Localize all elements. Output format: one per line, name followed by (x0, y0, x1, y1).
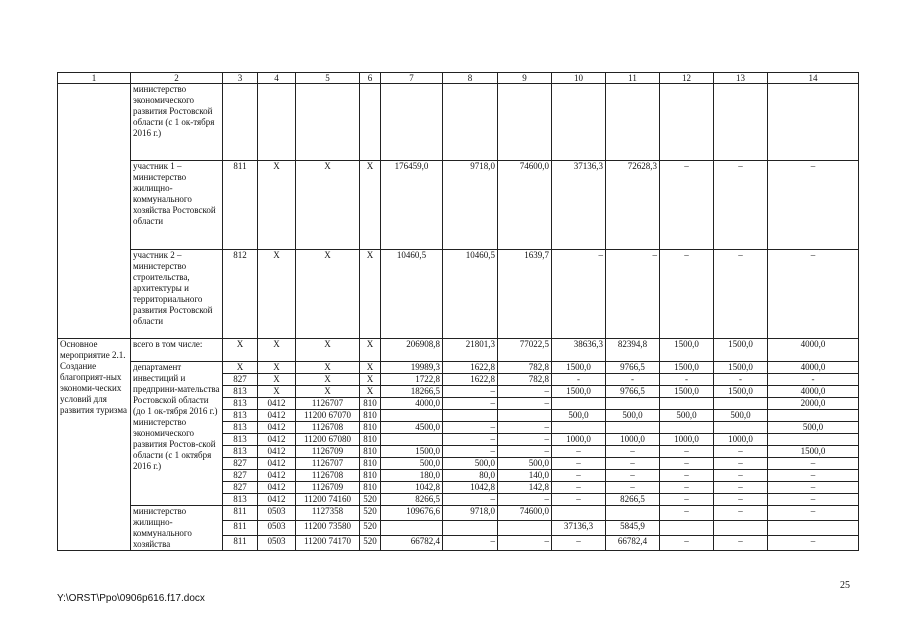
table-cell: Х (223, 339, 258, 362)
header-cell: 1 (58, 73, 131, 84)
table-cell: 206908,8 (381, 339, 443, 362)
header-cell: 2 (131, 73, 223, 84)
table-cell: – (552, 494, 606, 506)
table-cell: Х (296, 339, 360, 362)
empty-cell (714, 84, 768, 161)
table-row (58, 250, 859, 339)
table-row (58, 339, 859, 362)
table-cell: 77022,5 (498, 339, 552, 362)
table-cell: 827 (223, 374, 258, 386)
table-cell: 811 (223, 161, 258, 250)
table-cell: 0412 (258, 494, 296, 506)
table-cell: – (498, 422, 552, 434)
table-cell (714, 398, 768, 410)
table-cell: – (660, 494, 714, 506)
table-cell: – (660, 161, 714, 250)
table-cell: – (768, 470, 859, 482)
table-cell: 18266,5 (381, 386, 443, 398)
table-cell: Х (296, 362, 360, 374)
table-cell: 0412 (258, 482, 296, 494)
table-cell: 500,0 (768, 422, 859, 434)
table-cell: 1126709 (296, 446, 360, 458)
table-cell: – (443, 536, 498, 551)
table-cell: 74600,0 (498, 161, 552, 250)
table-cell: – (768, 536, 859, 551)
table-cell: 1127358 (296, 506, 360, 521)
table-cell: 810 (360, 470, 381, 482)
header-cell: 13 (714, 73, 768, 84)
table-cell: 810 (360, 422, 381, 434)
table-row (58, 84, 859, 161)
table-cell: – (768, 482, 859, 494)
table-cell: – (443, 494, 498, 506)
header-cell: 14 (768, 73, 859, 84)
table-cell: - (660, 374, 714, 386)
table-row (58, 506, 859, 521)
page-number: 25 (840, 580, 850, 591)
table-cell: – (443, 434, 498, 446)
table-cell: 1722,8 (381, 374, 443, 386)
table-cell: 1042,8 (381, 482, 443, 494)
table-cell: министерство экономического развития Ростовской области (с 1 ок-тября 2016 г.) (131, 84, 223, 161)
table-cell (660, 521, 714, 536)
table-cell: – (768, 506, 859, 521)
empty-cell (606, 84, 660, 161)
table-cell: 520 (360, 521, 381, 536)
empty-cell (381, 84, 443, 161)
empty-cell (552, 84, 606, 161)
table-cell: – (714, 458, 768, 470)
table-cell: – (714, 470, 768, 482)
table-cell: 72628,3 (606, 161, 660, 250)
empty-cell (58, 84, 131, 339)
header-cell: 10 (552, 73, 606, 84)
table-cell (606, 506, 660, 521)
header-cell: 5 (296, 73, 360, 84)
table-cell: – (660, 470, 714, 482)
table-cell: 9766,5 (606, 386, 660, 398)
table-cell: – (552, 470, 606, 482)
table-cell: 811 (223, 506, 258, 521)
table-cell: 4000,0 (768, 339, 859, 362)
table-cell: 827 (223, 470, 258, 482)
table-cell: 812 (223, 250, 258, 339)
table-cell (498, 410, 552, 422)
table-cell: 810 (360, 458, 381, 470)
table-cell: 520 (360, 494, 381, 506)
table-cell: Х (296, 250, 360, 339)
empty-cell (443, 84, 498, 161)
table-cell (768, 434, 859, 446)
table-cell: 1500,0 (714, 386, 768, 398)
header-cell: 9 (498, 73, 552, 84)
empty-cell (258, 84, 296, 161)
executor-name: министерство жилищно-коммунального хозяйства (131, 506, 223, 551)
table-cell: 66782,4 (381, 536, 443, 551)
table-cell: – (498, 446, 552, 458)
table-cell: 827 (223, 458, 258, 470)
table-cell: 811 (223, 536, 258, 551)
table-cell: 810 (360, 398, 381, 410)
table-cell: 1126709 (296, 482, 360, 494)
table-cell: 500,0 (381, 458, 443, 470)
table-cell: 4000,0 (381, 398, 443, 410)
header-cell: 7 (381, 73, 443, 84)
table-cell: 2000,0 (768, 398, 859, 410)
table-cell: 1500,0 (768, 446, 859, 458)
table-cell: – (498, 434, 552, 446)
table-cell: 180,0 (381, 470, 443, 482)
table-cell: 1639,7 (498, 250, 552, 339)
table-cell: 5845,9 (606, 521, 660, 536)
table-cell (606, 422, 660, 434)
table-cell: – (606, 482, 660, 494)
table-cell: Х (360, 339, 381, 362)
table-cell: 4500,0 (381, 422, 443, 434)
table-cell: 109676,6 (381, 506, 443, 521)
table-cell: 813 (223, 434, 258, 446)
table-cell: Х (296, 161, 360, 250)
table-cell: Х (360, 161, 381, 250)
table-cell: 37136,3 (552, 161, 606, 250)
table-cell: 0503 (258, 536, 296, 551)
table-cell: 176459,0 (381, 161, 443, 250)
table-cell: 810 (360, 446, 381, 458)
table-cell: 813 (223, 494, 258, 506)
table-cell: 520 (360, 536, 381, 551)
table-cell (768, 521, 859, 536)
table-cell (606, 398, 660, 410)
table-cell: – (606, 470, 660, 482)
table-cell (768, 410, 859, 422)
table-cell: 66782,4 (606, 536, 660, 551)
table-cell: – (443, 446, 498, 458)
table-cell: 1500,0 (660, 339, 714, 362)
table-cell: 1500,0 (660, 386, 714, 398)
table-cell: Х (258, 161, 296, 250)
table-cell: 1126707 (296, 458, 360, 470)
table-cell: 1500,0 (714, 339, 768, 362)
table-cell: 500,0 (498, 458, 552, 470)
header-cell: 3 (223, 73, 258, 84)
table-cell: Х (258, 250, 296, 339)
table-cell (660, 398, 714, 410)
table-cell: 142,8 (498, 482, 552, 494)
table-cell: Х (258, 374, 296, 386)
table-cell (443, 410, 498, 422)
table-cell: - (552, 374, 606, 386)
table-cell: 10460,5 (443, 250, 498, 339)
table-cell: 0412 (258, 458, 296, 470)
table-cell: 80,0 (443, 470, 498, 482)
table-cell: - (606, 374, 660, 386)
table-cell (381, 521, 443, 536)
table-cell: – (714, 250, 768, 339)
table-cell: участник 1 – министерство жилищно-коммунального хозяйства Ростовской области (131, 161, 223, 250)
table-cell: 11200 73580 (296, 521, 360, 536)
table-cell (381, 410, 443, 422)
table-cell: 37136,3 (552, 521, 606, 536)
table-cell: 811 (223, 521, 258, 536)
table-cell: 0412 (258, 422, 296, 434)
table-cell: – (606, 458, 660, 470)
table-cell: – (552, 458, 606, 470)
table-cell: 1500,0 (660, 362, 714, 374)
table-cell: 19989,3 (381, 362, 443, 374)
table-cell: 810 (360, 482, 381, 494)
table-cell: 810 (360, 434, 381, 446)
table-cell: - (768, 374, 859, 386)
table-cell: 0412 (258, 434, 296, 446)
table-cell: 782,8 (498, 374, 552, 386)
table-cell (714, 521, 768, 536)
table-cell: 9718,0 (443, 161, 498, 250)
table-cell: 0412 (258, 470, 296, 482)
table-cell: – (498, 536, 552, 551)
table-cell (498, 521, 552, 536)
header-cell: 8 (443, 73, 498, 84)
table-cell: – (714, 446, 768, 458)
table-cell: 500,0 (714, 410, 768, 422)
table-cell: – (443, 422, 498, 434)
table-cell: 500,0 (606, 410, 660, 422)
table-cell: 827 (223, 482, 258, 494)
empty-cell (768, 84, 859, 161)
table-cell: Х (360, 386, 381, 398)
empty-cell (498, 84, 552, 161)
table-cell (381, 434, 443, 446)
table-cell: 813 (223, 422, 258, 434)
budget-table (57, 72, 859, 551)
table-cell: Х (223, 362, 258, 374)
header-cell: 11 (606, 73, 660, 84)
table-cell (552, 398, 606, 410)
table-cell (552, 422, 606, 434)
table-cell: – (714, 161, 768, 250)
table-cell: 813 (223, 386, 258, 398)
table-cell: 1042,8 (443, 482, 498, 494)
table-cell: 11200 67070 (296, 410, 360, 422)
table-cell: 810 (360, 410, 381, 422)
table-cell: – (552, 536, 606, 551)
table-row (58, 362, 859, 374)
table-cell: 0412 (258, 410, 296, 422)
table-cell: – (552, 446, 606, 458)
table-cell: 11200 67080 (296, 434, 360, 446)
table-cell: 520 (360, 506, 381, 521)
table-cell: 1622,8 (443, 374, 498, 386)
table-cell: - (714, 374, 768, 386)
table-cell: – (768, 161, 859, 250)
table-cell: 813 (223, 446, 258, 458)
table-cell: 1500,0 (714, 362, 768, 374)
table-cell: – (498, 398, 552, 410)
table-cell: 1500,0 (381, 446, 443, 458)
table-cell: 782,8 (498, 362, 552, 374)
table-cell: Х (360, 250, 381, 339)
empty-cell (660, 84, 714, 161)
table-cell: Х (296, 374, 360, 386)
table-cell: 11200 74160 (296, 494, 360, 506)
table-cell: – (714, 482, 768, 494)
table-cell (552, 506, 606, 521)
table-cell: Х (360, 362, 381, 374)
table-cell (443, 521, 498, 536)
table-cell: 0412 (258, 446, 296, 458)
table-cell: 0503 (258, 506, 296, 521)
table-cell: – (498, 386, 552, 398)
empty-cell (360, 84, 381, 161)
header-cell: 4 (258, 73, 296, 84)
table-cell: – (714, 536, 768, 551)
table-cell: – (768, 250, 859, 339)
table-cell: 1000,0 (606, 434, 660, 446)
table-cell: – (660, 482, 714, 494)
table-cell: – (768, 494, 859, 506)
table-cell: – (660, 458, 714, 470)
table-cell: 1126707 (296, 398, 360, 410)
table-cell: – (552, 250, 606, 339)
table-cell: 10460,5 (381, 250, 443, 339)
table-cell: – (714, 494, 768, 506)
table-cell: 1000,0 (660, 434, 714, 446)
table-cell: 38636,3 (552, 339, 606, 362)
table-cell: 8266,5 (606, 494, 660, 506)
table-cell: 813 (223, 410, 258, 422)
table-cell: 8266,5 (381, 494, 443, 506)
table-cell: 21801,3 (443, 339, 498, 362)
table-cell (660, 422, 714, 434)
footer-file-path: Y:\ORST\Ppo\0906p616.f17.docx (57, 593, 205, 604)
table-header-row (58, 73, 859, 84)
table-cell: 1126708 (296, 470, 360, 482)
table-cell: Х (296, 386, 360, 398)
table-cell: 1126708 (296, 422, 360, 434)
table-cell: 4000,0 (768, 386, 859, 398)
table-cell: 9766,5 (606, 362, 660, 374)
table-cell: – (660, 446, 714, 458)
table-row (58, 161, 859, 250)
table-cell: Х (258, 362, 296, 374)
table-cell: – (660, 506, 714, 521)
table-cell: 140,0 (498, 470, 552, 482)
table-cell: 4000,0 (768, 362, 859, 374)
table-cell: 500,0 (552, 410, 606, 422)
executor-name: департамент инвестиций и предприни-мательства Ростовской области (до 1 ок-тября 2016 г.) министерство экономического развития Ростов-ской области (с 1 октября 2016 г.) (131, 362, 223, 506)
table-cell: – (606, 446, 660, 458)
table-cell: 0412 (258, 398, 296, 410)
table-cell: Х (258, 339, 296, 362)
table-cell: – (443, 386, 498, 398)
table-cell: – (552, 482, 606, 494)
empty-cell (296, 84, 360, 161)
table-cell: 500,0 (660, 410, 714, 422)
table-cell: 11200 74170 (296, 536, 360, 551)
header-cell: 12 (660, 73, 714, 84)
table-cell: 1000,0 (714, 434, 768, 446)
table-cell: – (768, 458, 859, 470)
table-cell: Х (258, 386, 296, 398)
table-cell: – (443, 398, 498, 410)
table-cell (714, 422, 768, 434)
table-cell: 0503 (258, 521, 296, 536)
table-cell: 500,0 (443, 458, 498, 470)
table-cell: – (606, 250, 660, 339)
table-cell: – (498, 494, 552, 506)
empty-cell (223, 84, 258, 161)
table-cell: – (714, 506, 768, 521)
header-cell: 6 (360, 73, 381, 84)
table-cell: участник 2 – министерство строительства, архитектуры и территориального развития Ростовской области (131, 250, 223, 339)
table-cell: 1000,0 (552, 434, 606, 446)
table-cell: 9718,0 (443, 506, 498, 521)
table-cell: 813 (223, 398, 258, 410)
table-cell: – (660, 250, 714, 339)
table-cell: 82394,8 (606, 339, 660, 362)
table-cell: 74600,0 (498, 506, 552, 521)
table-cell: 1500,0 (552, 386, 606, 398)
activity-name: Основное мероприятие 2.1. Создание благоприят-ных экономи-ческих условий для развития туризма (58, 339, 131, 551)
table-cell: 1622,8 (443, 362, 498, 374)
table-cell: всего в том числе: (131, 339, 223, 362)
table-cell: 1500,0 (552, 362, 606, 374)
table-cell: Х (360, 374, 381, 386)
table-cell: – (660, 536, 714, 551)
